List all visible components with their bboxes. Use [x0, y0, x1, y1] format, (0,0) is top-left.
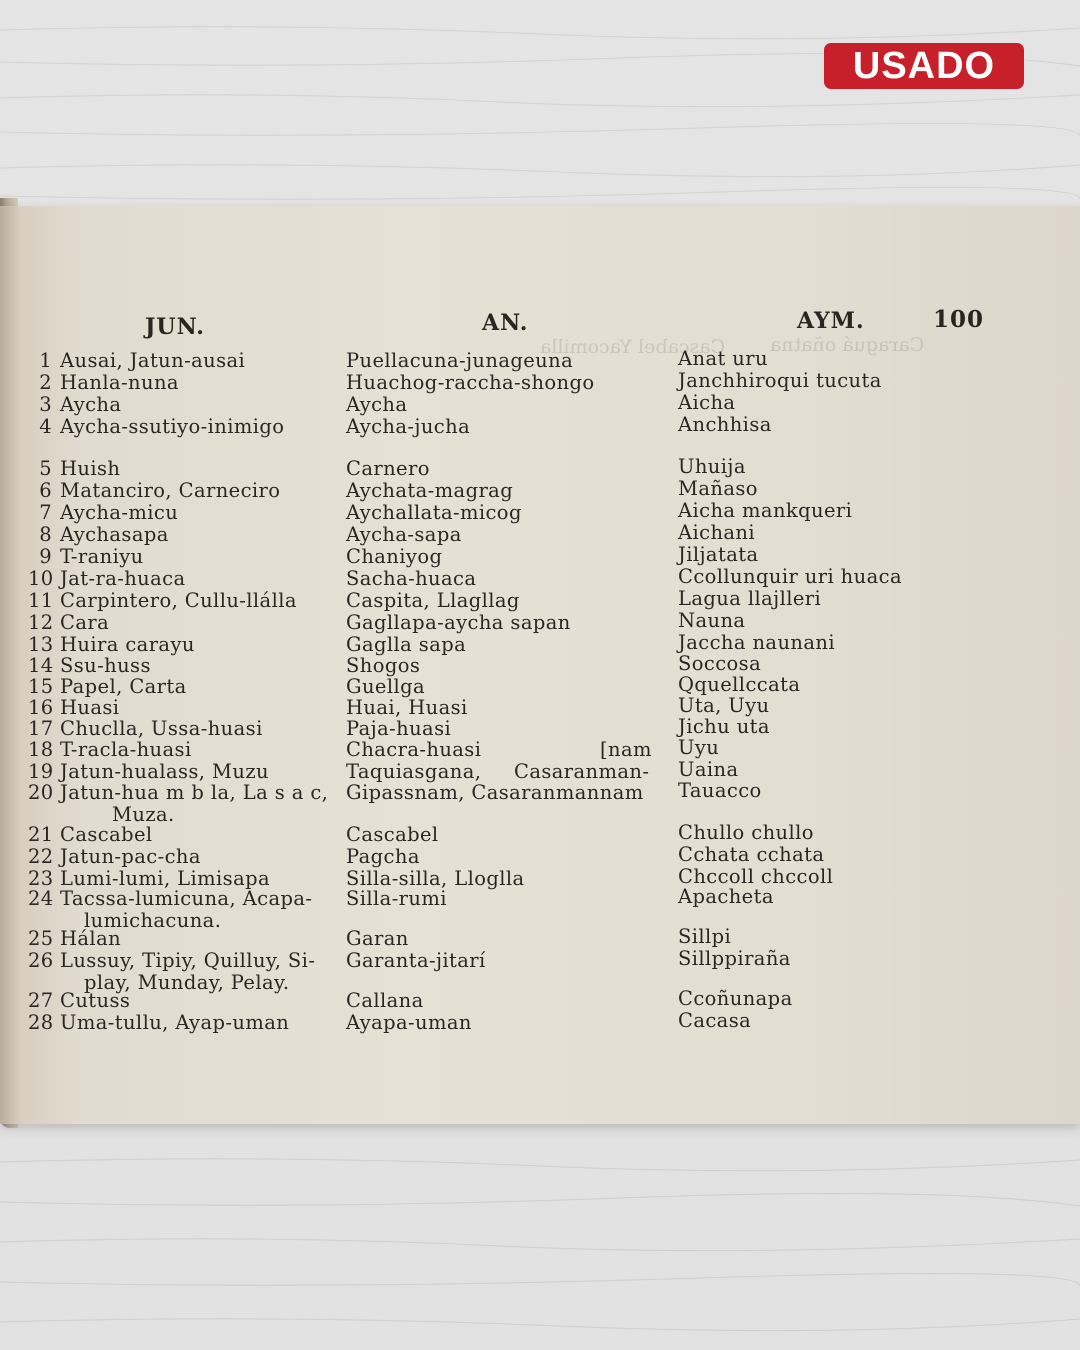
row-number: 23 — [28, 867, 54, 890]
an-term: Aycha — [346, 393, 408, 416]
jun-term-continuation: Muza. — [112, 803, 175, 826]
aym-term: Jaccha naunani — [678, 631, 835, 654]
row-number: 4 — [39, 415, 52, 438]
an-term-extra: Casaranman- — [514, 760, 650, 783]
aym-term: Ccoñunapa — [678, 987, 793, 1010]
row-jun-24 — [28, 888, 312, 910]
row-number: 27 — [28, 989, 54, 1012]
row-number: 19 — [28, 760, 54, 783]
jun-term: Tacssa-lumicuna, Acapa- — [60, 887, 313, 910]
jun-term: Papel, Carta — [60, 675, 187, 698]
row-jun-14 — [28, 655, 151, 677]
jun-term: Hanla-nuna — [60, 371, 179, 394]
row-jun-15 — [28, 676, 187, 698]
wood-background-top — [0, 0, 1080, 212]
an-term: Callana — [346, 989, 424, 1012]
an-term: Sacha-huaca — [346, 567, 477, 590]
aym-term: Chccoll chccoll — [678, 865, 834, 888]
an-term: Caspita, Llagllag — [346, 589, 520, 612]
row-jun-5 — [28, 458, 120, 480]
row-number: 2 — [39, 371, 52, 394]
jun-term: Aycha-ssutiyo-inimigo — [60, 415, 285, 438]
row-number: 22 — [28, 845, 54, 868]
jun-term: Cascabel — [60, 823, 153, 846]
row-jun-19 — [28, 761, 269, 783]
an-term: Gagllapa-aycha sapan — [346, 611, 571, 634]
aym-term: Aicha mankqueri — [678, 499, 853, 522]
book-page — [0, 206, 1080, 1124]
jun-term: Aycha-micu — [60, 501, 179, 524]
row-number: 26 — [28, 949, 54, 972]
row-number: 14 — [28, 654, 54, 677]
an-term: Aychata-magrag — [346, 479, 514, 502]
row-jun-4 — [28, 416, 284, 438]
aym-term: Jiljatata — [678, 543, 759, 566]
row-jun-22 — [28, 846, 201, 868]
row-number: 13 — [28, 633, 54, 656]
row-number: 25 — [28, 927, 54, 950]
an-term: Shogos — [346, 654, 421, 677]
jun-term: Aycha — [60, 393, 122, 416]
an-term: Guellga — [346, 675, 426, 698]
jun-term: Cara — [60, 611, 110, 634]
aym-term: Ccollunquir uri huaca — [678, 565, 902, 588]
row-number: 9 — [39, 545, 52, 568]
used-badge: USADO — [824, 43, 1024, 89]
jun-term: Jatun-hualass, Muzu — [60, 760, 269, 783]
aym-term: Aicha — [678, 391, 736, 414]
jun-term: Aychasapa — [60, 523, 169, 546]
row-jun-21 — [28, 824, 153, 846]
row-jun-25 — [28, 928, 121, 950]
an-term: Aychallata-micog — [346, 501, 522, 524]
jun-term: Huira carayu — [60, 633, 195, 656]
bleed-through-text: Caraguá oñatna — [770, 334, 925, 356]
aym-term: Lagua llajlleri — [678, 587, 822, 610]
aym-term: Janchhiroqui tucuta — [678, 369, 882, 392]
bleed-through-text: Cascabel Yacomilla — [540, 336, 726, 358]
jun-term-continuation: play, Munday, Pelay. — [84, 971, 290, 994]
row-number: 17 — [28, 717, 54, 740]
jun-term: Matanciro, Carneciro — [60, 479, 281, 502]
jun-term: Cutuss — [60, 989, 131, 1012]
row-number: 7 — [39, 501, 52, 524]
row-number: 16 — [28, 696, 54, 719]
row-number: 12 — [28, 611, 54, 634]
an-term-extra: [nam — [600, 738, 652, 761]
an-term: Gipassnam, Casaranmannam — [346, 781, 644, 804]
an-term: Huachog-raccha-shongo — [346, 371, 595, 394]
an-term: Aycha-sapa — [346, 523, 462, 546]
row-number: 18 — [28, 738, 54, 761]
row-jun-27 — [28, 990, 130, 1012]
aym-term: Uaina — [678, 758, 739, 781]
row-jun-1 — [28, 350, 245, 372]
an-term: Huai, Huasi — [346, 696, 468, 719]
an-term: Aycha-jucha — [346, 415, 471, 438]
aym-term: Cacasa — [678, 1009, 752, 1032]
jun-term: Uma-tullu, Ayap-uman — [60, 1011, 290, 1034]
aym-term: Qquellccata — [678, 673, 801, 696]
aym-term: Mañaso — [678, 477, 758, 500]
row-jun-26 — [28, 950, 315, 972]
an-term: Chaniyog — [346, 545, 443, 568]
aym-term: Sillpi — [678, 925, 732, 948]
aym-term: Aichani — [678, 521, 756, 544]
an-term: Taquiasgana, — [346, 760, 482, 783]
row-number: 5 — [39, 457, 52, 480]
row-jun-9 — [28, 546, 144, 568]
jun-term: Hálan — [60, 927, 122, 950]
row-jun-10 — [28, 568, 186, 590]
jun-term: Jatun-pac-cha — [60, 845, 201, 868]
an-term: Puellacuna-junageuna — [346, 349, 574, 372]
jun-term: Huish — [60, 457, 121, 480]
row-jun-13 — [28, 634, 195, 656]
row-number: 21 — [28, 823, 54, 846]
jun-term: Ausai, Jatun-ausai — [60, 349, 246, 372]
jun-term: Lumi-lumi, Limisapa — [60, 867, 270, 890]
jun-term: Ssu-huss — [60, 654, 151, 677]
an-term: Garan — [346, 927, 409, 950]
an-term: Silla-rumi — [346, 887, 447, 910]
jun-term: Jatun-hua m b la, La s a c, — [60, 781, 329, 804]
row-jun-12 — [28, 612, 109, 634]
jun-term: Carpintero, Cullu-llálla — [60, 589, 297, 612]
aym-term: Uyu — [678, 736, 720, 759]
row-number: 20 — [28, 781, 54, 804]
row-number: 6 — [39, 479, 52, 502]
row-jun-28 — [28, 1012, 289, 1034]
aym-term: Uta, Uyu — [678, 694, 770, 717]
row-number: 15 — [28, 675, 54, 698]
an-term: Cascabel — [346, 823, 439, 846]
row-jun-17 — [28, 718, 263, 740]
row-jun-7 — [28, 502, 178, 524]
row-number: 11 — [28, 589, 54, 612]
an-term: Silla-silla, Lloglla — [346, 867, 525, 890]
row-jun-18 — [28, 739, 192, 761]
aym-term: Chullo chullo — [678, 821, 814, 844]
row-number: 28 — [28, 1011, 54, 1034]
row-number: 8 — [39, 523, 52, 546]
an-term: Garanta-jitarí — [346, 949, 486, 972]
row-jun-8 — [28, 524, 169, 546]
jun-term: Chuclla, Ussa-huasi — [60, 717, 263, 740]
row-number: 3 — [39, 393, 52, 416]
aym-term: Cchata cchata — [678, 843, 825, 866]
aym-term: Tauacco — [678, 779, 762, 802]
header-an: AN. — [482, 310, 529, 336]
jun-term: Huasi — [60, 696, 120, 719]
jun-term: Lussuy, Tipiy, Quilluy, Si- — [60, 949, 316, 972]
jun-term: Jat-ra-huaca — [60, 567, 186, 590]
aym-term: Nauna — [678, 609, 746, 632]
page-number: 100 — [933, 306, 985, 333]
header-jun: JUN. — [145, 314, 205, 340]
aym-term: Apacheta — [678, 885, 774, 908]
an-term: Chacra-huasi — [346, 738, 482, 761]
aym-term: Uhuija — [678, 455, 746, 478]
aym-term: Anat uru — [678, 347, 768, 370]
aym-term: Anchhisa — [678, 413, 772, 436]
jun-term: T-raniyu — [60, 545, 144, 568]
an-term: Pagcha — [346, 845, 420, 868]
jun-term: T-racla-huasi — [60, 738, 192, 761]
an-term: Gaglla sapa — [346, 633, 467, 656]
row-jun-20 — [28, 782, 328, 804]
row-number: 24 — [28, 887, 54, 910]
row-jun-11 — [28, 590, 297, 612]
row-jun-16 — [28, 697, 119, 719]
aym-term: Sillppiraña — [678, 947, 791, 970]
header-aym: AYM. — [797, 308, 865, 334]
aym-term: Jichu uta — [678, 715, 770, 738]
an-term: Paja-huasi — [346, 717, 452, 740]
row-jun-3 — [28, 394, 121, 416]
an-term: Ayapa-uman — [346, 1011, 472, 1034]
wood-background-bottom — [0, 1122, 1080, 1350]
row-number: 1 — [39, 349, 52, 372]
row-jun-6 — [28, 480, 280, 502]
row-number: 10 — [28, 567, 54, 590]
an-term: Carnero — [346, 457, 430, 480]
row-jun-2 — [28, 372, 179, 394]
aym-term: Soccosa — [678, 652, 762, 675]
jun-term-continuation: lumichacuna. — [84, 909, 222, 932]
